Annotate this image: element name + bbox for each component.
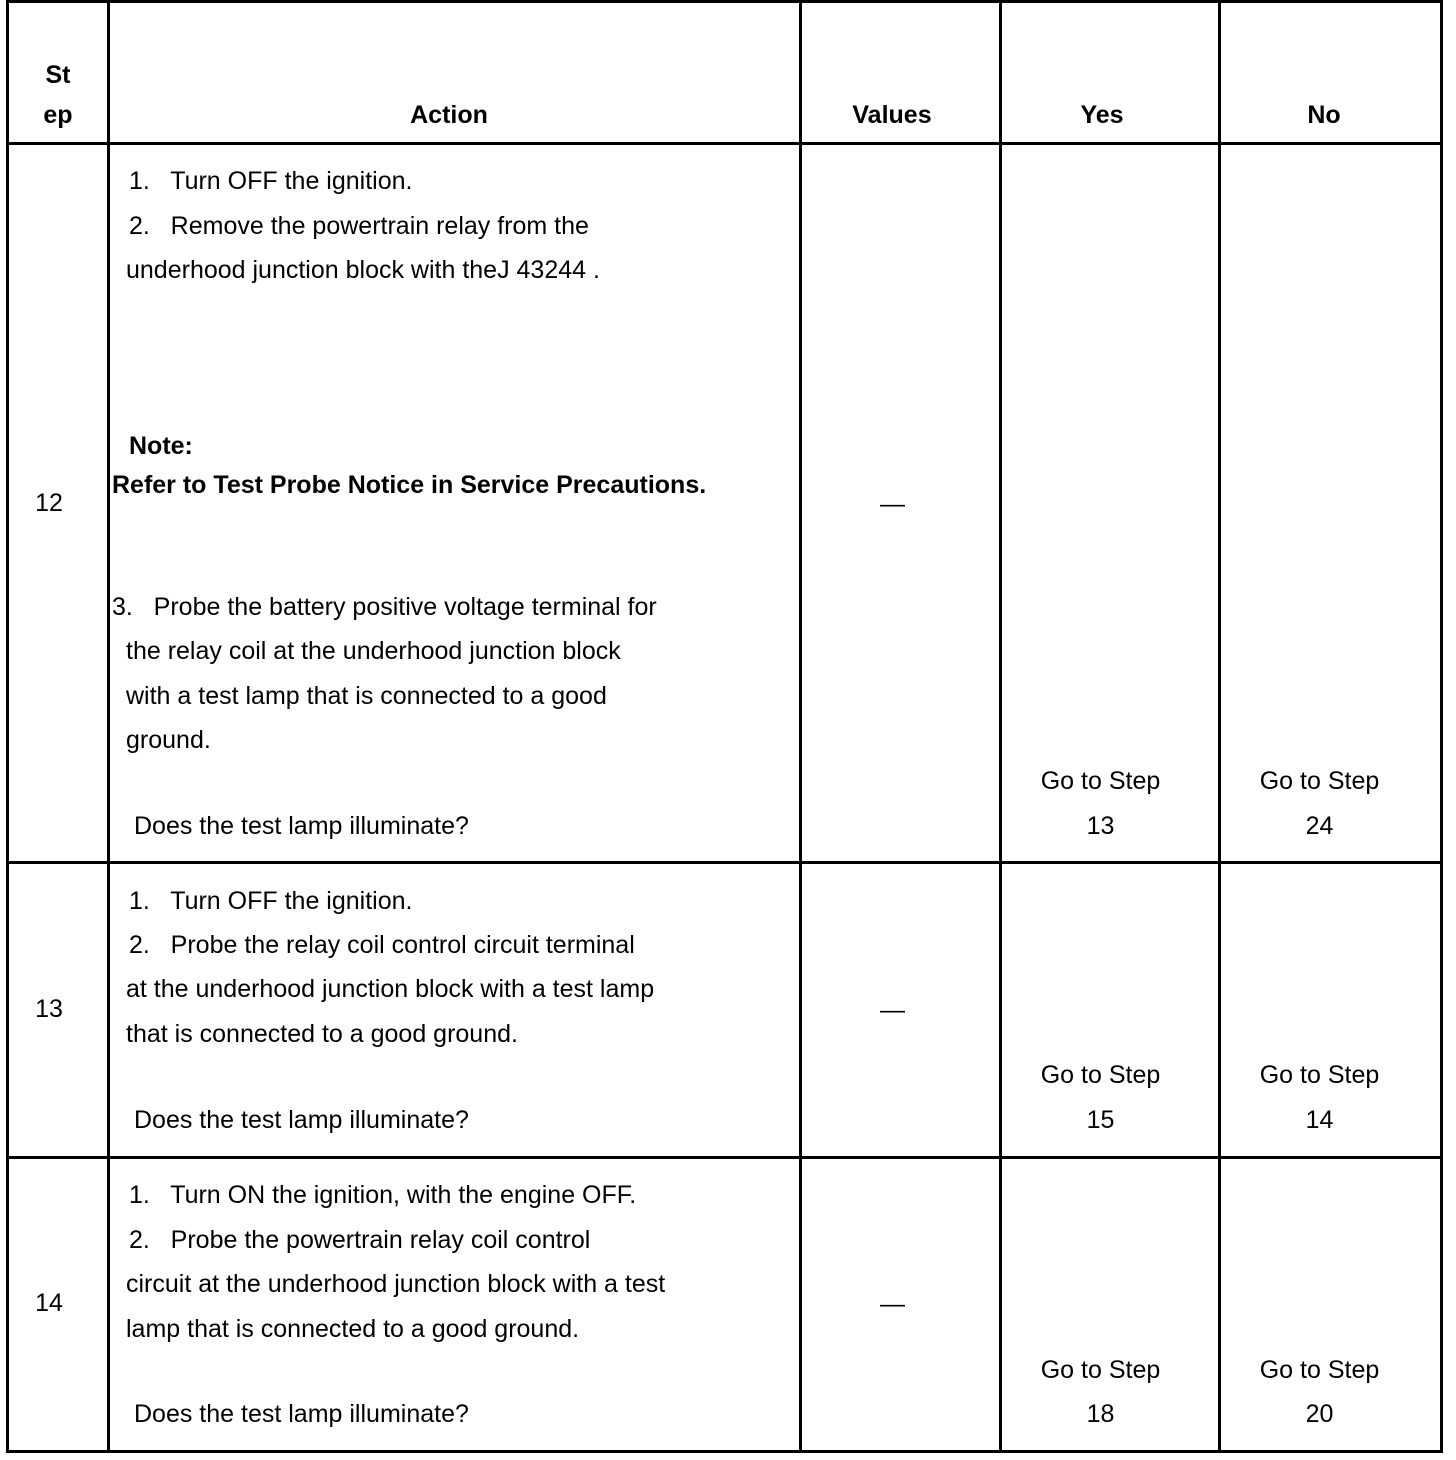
yes-goto-label: Go to Step (1040, 1356, 1161, 1384)
no-goto-step: 24 (1305, 812, 1334, 840)
action-line: that is connected to a good ground. (126, 1020, 518, 1048)
row-divider (6, 861, 1443, 864)
action-line: 1. Turn ON the ignition, with the engine OFF. (129, 1181, 637, 1209)
table-border-bottom (6, 1450, 1443, 1453)
column-divider (107, 0, 110, 1453)
column-divider (999, 0, 1002, 1453)
yes-goto-step: 15 (1086, 1106, 1115, 1134)
values-cell: — (880, 490, 905, 518)
action-line: 2. Probe the powertrain relay coil control (129, 1226, 591, 1254)
action-line: at the underhood junction block with a test lamp (126, 975, 655, 1003)
yes-goto-step: 18 (1086, 1400, 1115, 1428)
action-question: Does the test lamp illuminate? (134, 812, 469, 840)
step-number: 12 (35, 489, 63, 517)
table-border-top (6, 0, 1443, 3)
step-number: 14 (35, 1289, 63, 1317)
no-goto-step: 14 (1305, 1106, 1334, 1134)
header-step-line2: ep (43, 101, 73, 129)
values-cell: — (880, 996, 905, 1024)
action-line: underhood junction block with theJ 43244 . (126, 256, 600, 284)
action-line: lamp that is connected to a good ground. (126, 1315, 580, 1343)
header-step-line1: St (45, 61, 71, 89)
action-question: Does the test lamp illuminate? (134, 1400, 469, 1428)
action-line: 2. Probe the relay coil control circuit terminal (129, 931, 635, 959)
table-border-left (6, 0, 9, 1453)
no-goto-label: Go to Step (1259, 1356, 1380, 1384)
header-divider (6, 142, 1443, 145)
column-divider (1218, 0, 1221, 1453)
header-values: Values (852, 101, 932, 129)
no-goto-label: Go to Step (1259, 1061, 1380, 1089)
header-step (9, 55, 107, 135)
action-line: the relay coil at the underhood junction block (126, 637, 621, 665)
no-goto-step: 20 (1305, 1400, 1334, 1428)
action-line: circuit at the underhood junction block with a test (126, 1270, 666, 1298)
row-divider (6, 1156, 1443, 1159)
header-yes: Yes (1080, 101, 1124, 129)
action-line: 3. Probe the battery positive voltage terminal for (112, 593, 657, 621)
column-divider (799, 0, 802, 1453)
values-cell: — (880, 1290, 905, 1318)
yes-goto-label: Go to Step (1040, 1061, 1161, 1089)
header-no: No (1307, 101, 1341, 129)
table-border-right (1440, 0, 1443, 1453)
action-question: Does the test lamp illuminate? (134, 1106, 469, 1134)
note-label: Note: (129, 432, 193, 460)
action-line: with a test lamp that is connected to a good (126, 682, 607, 710)
action-line: 2. Remove the powertrain relay from the (129, 212, 589, 240)
step-number: 13 (35, 995, 63, 1023)
header-action: Action (410, 101, 488, 129)
yes-goto-label: Go to Step (1040, 767, 1161, 795)
action-line: 1. Turn OFF the ignition. (129, 167, 413, 195)
action-line: ground. (126, 726, 211, 754)
action-line: 1. Turn OFF the ignition. (129, 887, 413, 915)
yes-goto-step: 13 (1086, 812, 1115, 840)
note-text: Refer to Test Probe Notice in Service Precautions. (112, 471, 707, 499)
no-goto-label: Go to Step (1259, 767, 1380, 795)
